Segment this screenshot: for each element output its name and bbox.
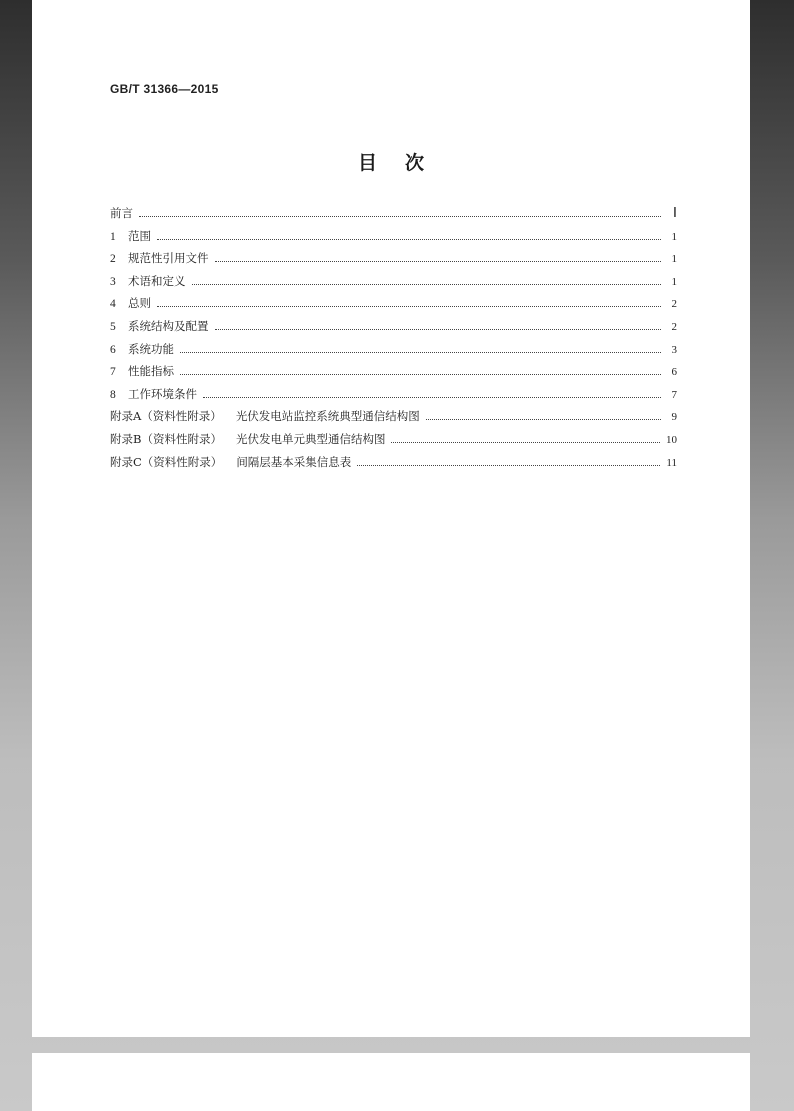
toc-entry-foreword[interactable] [110,205,677,228]
toc-leader-dots [215,261,662,262]
toc-entry-page: 2 [671,320,677,333]
toc-leader-dots [215,329,662,330]
toc-entry-page: 7 [671,388,677,401]
toc-leader-dots [180,352,661,353]
toc-entry-number: 3 [110,275,116,288]
toc-leader-dots [426,419,661,420]
toc-leader-dots [192,284,662,285]
toc-entry-number: 6 [110,343,116,356]
toc-entry-page: 11 [666,456,677,469]
toc-leader-dots [180,374,661,375]
toc-leader-dots [157,239,661,240]
toc-entry-page: Ⅰ [672,206,677,221]
table-of-contents [110,205,677,476]
toc-title: 目次 [357,152,452,174]
toc-entry-page: 10 [666,433,677,446]
toc-annex-title: 光伏发电单元典型通信结构图 [235,431,386,446]
toc-leader-dots [391,442,660,443]
toc-entry-label: 范围 [128,228,151,243]
standard-code: GB/T 31366—2015 [110,82,219,96]
toc-annex-title: 间隔层基本采集信息表 [236,454,352,469]
toc-entry-label: 前言 [110,206,133,220]
toc-entry-label: 规范性引用文件 [128,251,209,266]
toc-entry-number: 1 [110,230,116,243]
toc-leader-dots [357,465,660,466]
toc-entry-4[interactable] [110,295,677,318]
toc-entry-annex-a[interactable] [110,408,677,431]
toc-entry-5[interactable] [110,318,677,341]
toc-entry-7[interactable] [110,363,677,386]
toc-entry-label: 术语和定义 [128,273,186,288]
toc-entry-annex-b[interactable] [110,431,677,454]
toc-entry-page: 1 [671,230,677,243]
toc-entry-6[interactable] [110,341,677,364]
toc-entry-1[interactable] [110,228,677,251]
toc-annex-label: 附录A（资料性附录） [110,409,222,424]
toc-entry-annex-c[interactable] [110,454,677,477]
toc-entry-number: 4 [110,298,116,311]
document-page [32,0,750,1037]
toc-entry-label: 系统结构及配置 [128,318,209,333]
toc-entry-2[interactable] [110,250,677,273]
toc-annex-label: 附录B（资料性附录） [110,431,222,446]
toc-entry-page: 6 [671,366,677,379]
toc-entry-number: 8 [110,388,116,401]
toc-entry-label: 工作环境条件 [128,386,197,401]
toc-entry-label: 系统功能 [128,341,174,356]
toc-entry-number: 7 [110,366,116,379]
toc-leader-dots [157,306,661,307]
toc-entry-page: 2 [671,298,677,311]
toc-entry-3[interactable] [110,273,677,296]
toc-leader-dots [203,397,661,398]
toc-entry-number: 5 [110,320,116,333]
next-page-preview [32,1053,750,1111]
toc-entry-page: 1 [671,275,677,288]
toc-entry-8[interactable] [110,386,677,409]
toc-entry-page: 1 [671,253,677,266]
toc-annex-title: 光伏发电站监控系统典型通信结构图 [235,409,420,424]
toc-annex-label: 附录C（资料性附录） [110,454,223,469]
toc-entry-label: 总则 [128,296,151,311]
toc-entry-number: 2 [110,253,116,266]
toc-entry-label: 性能指标 [128,364,174,379]
toc-entry-page: 3 [671,343,677,356]
toc-leader-dots [139,216,661,217]
toc-entry-page: 9 [671,411,677,424]
